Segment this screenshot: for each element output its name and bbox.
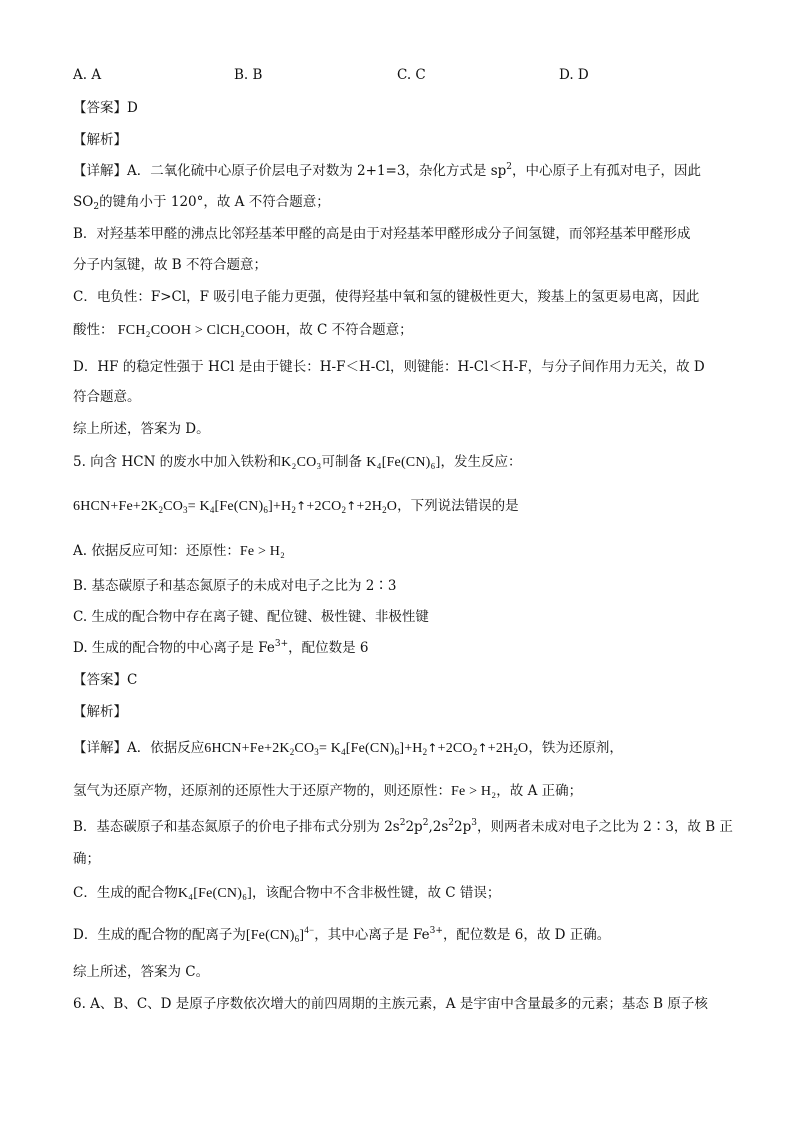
- acidity-formula: FCH₂COOH > ClCH₂COOH: [117, 323, 286, 338]
- q4-detail-a-line2: $SO_2$的键角小于 120°，故 A 不符合题意；: [73, 194, 330, 212]
- complex-formula: K₄[Fe(CN)₆]: [366, 455, 441, 470]
- q5-detail-d: D．生成的配合物的配离子为$[Fe(CN)_6]^{4-}$，其中心离子是 $Fe^{3+}$，配位数是 6，故 D 正确。: [73, 925, 611, 944]
- q4-detail-b-line1: B．对羟基苯甲醛的沸点比邻羟基苯甲醛的高是由于对羟基苯甲醛形成分子间氢键，而邻羟基苯甲醛形成: [73, 226, 691, 242]
- q4-summary: 综上所述，答案为 D。: [73, 421, 210, 437]
- q4-detail-c-line1: C．电负性：F>Cl，F 吸引电子能力更强，使得羟基中氧和氢的键极性更大，羧基上的氢更易电离，因此: [73, 289, 700, 305]
- q5-analysis-label: 【解析】: [73, 704, 127, 720]
- q4-detail-c-line2: 酸性： FCH₂COOH > ClCH₂COOH，故 C 不符合题意；: [73, 322, 413, 338]
- q5-equation: $6HCN+Fe+2K_2CO_3=$ $K_4[Fe(CN)_6]+H_2↑+2CO_2↑+2H_2O$，下列说法错误的是: [73, 498, 519, 515]
- q4-analysis-label: 【解析】: [73, 132, 127, 148]
- q5-detail-a-line2: 氢气为还原产物，还原剂的还原性大于还原产物的，则还原性：Fe > H₂，故 A 正确；: [73, 783, 583, 799]
- q4-detail-d-line2: 符合题意。: [73, 389, 141, 405]
- q5-detail-a-line1: 【详解】A．依据反应$6HCN+Fe+2K_2CO_3=$ $K_4[Fe(CN)_6]+H_2↑+2CO_2↑+2H_2O$，铁为还原剂，: [73, 740, 623, 757]
- q5-option-b: B. 基态碳原子和基态氮原子的未成对电子之比为 2∶3: [73, 578, 397, 594]
- q5-stem: 5. 向含 HCN 的废水中加入铁粉和K₂CO₃可制备 K₄[Fe(CN)₆]，发生反应：: [73, 454, 522, 470]
- q4-option-d: D. D: [559, 67, 589, 83]
- q5-detail-b-line1: B．基态碳原子和基态氮原子的价电子排布式分别为 $2s^22p^2,2s^22p^3$，则两者未成对电子之比为 2∶3，故 B 正: [73, 818, 733, 835]
- q5-answer: 【答案】C: [73, 672, 138, 688]
- q5-option-d: D. 生成的配合物的中心离子是 $Fe^{3+}$，配位数是 6: [73, 639, 369, 656]
- q4-option-c: C. C: [397, 67, 426, 83]
- q4-detail-d-line1: D．HF 的稳定性强于 HCl 是由于键长：H-F＜H-Cl，则键能：H-Cl＜H-F，与分子间作用力无关，故 D: [73, 359, 705, 375]
- q5-option-a: A. 依据反应可知：还原性：Fe > H₂: [73, 543, 286, 559]
- q4-detail-a-line1: 【详解】A．二氧化硫中心原子价层电子对数为 2+1=3，杂化方式是 $sp^2$，中心原子上有孤对电子，因此: [73, 162, 702, 179]
- q4-option-a: A. A: [73, 67, 102, 83]
- q4-detail-b-line2: 分子内氢键，故 B 不符合题意；: [73, 257, 268, 273]
- q4-option-b: B. B: [234, 67, 263, 83]
- q6-stem: 6. A、B、C、D 是原子序数依次增大的前四周期的主族元素，A 是宇宙中含量最多的元素；基态 B 原子核: [73, 996, 708, 1012]
- q4-answer: 【答案】D: [73, 100, 138, 116]
- q5-detail-c: C．生成的配合物K₄[Fe(CN)₆]，该配合物中不含非极性键，故 C 错误；: [73, 885, 501, 901]
- q5-option-c: C. 生成的配合物中存在离子键、配位键、极性键、非极性键: [73, 609, 429, 625]
- q5-detail-b-line2: 确；: [73, 851, 100, 867]
- q5-summary: 综上所述，答案为 C。: [73, 964, 210, 980]
